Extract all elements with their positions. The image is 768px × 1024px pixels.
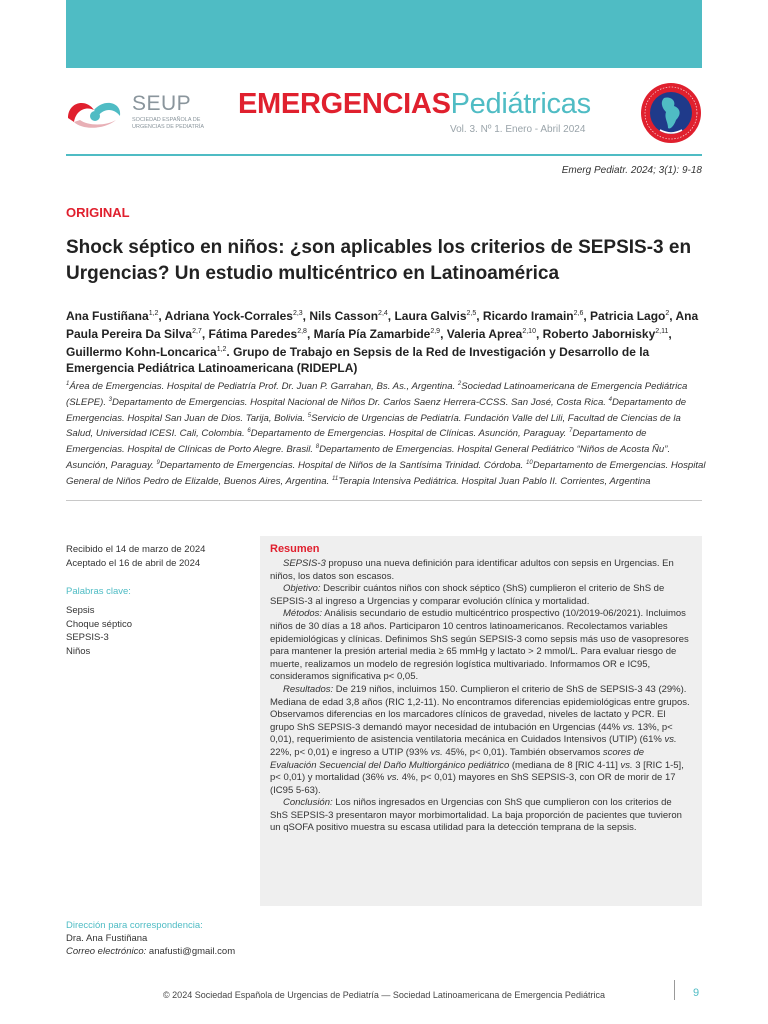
affiliation-sup: 6 <box>247 428 251 435</box>
author-sup: 2,4 <box>378 310 388 317</box>
section-divider <box>66 500 702 501</box>
page-number: 9 <box>693 987 700 999</box>
seup-logo <box>64 90 204 134</box>
author-sup: 2 <box>665 310 670 317</box>
author-sup: 2,7 <box>192 328 202 335</box>
author-sup: 1,2 <box>148 310 159 317</box>
affiliation-sup: 9 <box>156 459 160 466</box>
affiliation-sup: 10 <box>526 459 533 466</box>
affiliation: Terapia Intensiva Pediátrica. Hospital Juan Pablo II. Corrientes, Argentina <box>338 475 651 487</box>
page-number-divider <box>674 980 675 1000</box>
footer-copyright: © 2024 Sociedad Española de Urgencias de Pediatría — Sociedad Latinoamericana de Emergencia Pediátrica <box>163 990 605 1000</box>
affiliations <box>66 378 706 488</box>
keywords-label: Palabras clave: <box>66 586 131 597</box>
article-dates <box>66 543 205 571</box>
email-link[interactable]: anafusti@gmail.com <box>148 946 236 957</box>
keyword: SEPSIS-3 <box>66 632 109 643</box>
correspondence-name: Dra. Ana Fustiñana <box>66 933 148 944</box>
author-sup: 1,2 <box>216 346 227 353</box>
affiliation: Departamento de Emergencias. Hospital General Pediátrico “Niños de Acosta Ñu”. Asunción, Paraguay. <box>66 444 671 472</box>
affiliation: Departamento de Emergencias. Hospital General de Niños Pedro de Elizalde, Buenos Aires, Argentina. <box>66 460 706 487</box>
author: Fátima Paredes <box>208 327 298 341</box>
abstract-methods: Métodos: Análisis secundario de estudio multicéntrico prospectivo (10/2019-06/2021). Incluimos niños de 30 días a 18 años. Participaron 10 centros latinoamericanos. Recolectamos variables epidemiológicas y clínicas. Definimos ShS según SEPSIS-3 como sepsis más uso de vasopresores para mantener la presión arterial media ≥ 65 mmHg y lactato > 2 mmol/L. Para evaluar riesgo de muerte, realizamos un modelo de regresión logística multivariado. Informamos OR e IC95, consideramos significativa p< 0,05. <box>270 608 689 683</box>
affiliation: Departamento de Emergencias. Hospital de Clínicas. Asunción, Paraguay. <box>250 428 567 440</box>
keyword: Choque séptico <box>66 618 133 630</box>
affiliation: Departamento de Emergencias. Hospital de Clínicas de Porto Alegre. Brasil. <box>66 428 647 456</box>
header-divider <box>66 154 702 156</box>
author-sup: 2,3 <box>292 310 303 317</box>
author-sup: 2,6 <box>573 310 584 317</box>
accepted-date: Aceptado el 16 de abril de 2024 <box>66 558 201 569</box>
abstract-box <box>260 536 702 906</box>
affiliation-sup: 7 <box>569 428 573 435</box>
citation: Emerg Pediatr. 2024; 3(1): 9-18 <box>561 165 702 176</box>
author-sup: 2,8 <box>297 328 307 335</box>
author: María Pía Zamarbide <box>313 327 431 341</box>
slepe-logo <box>640 82 702 144</box>
author: Laura Galvis <box>394 309 467 323</box>
keyword: Niños <box>66 645 91 657</box>
correspondence-label: Dirección para correspondencia: <box>66 920 203 931</box>
affiliation: Área de Emergencias. Hospital de Pediatría Prof. Dr. Juan P. Garrahan, Bs. As., Argentina. <box>69 381 456 393</box>
author-sup: 2,9 <box>430 328 441 335</box>
section-label: ORIGINAL <box>66 205 130 220</box>
author-group: Grupo de Trabajo en Sepsis de la Red de Investigación y Desarrollo de la Emergencia Pediátrica Latinoamericana (RIDEPLA) <box>66 345 650 375</box>
author: Roberto Jaborнisky <box>542 327 656 341</box>
email-label: Correo electrónico: <box>66 946 147 957</box>
affiliation: Servicio de Urgencias de Pediatría. Fundación Valle del Lili, Facultad de Ciencias de la Salud, Universidad ICESI. Cali, Colombia. <box>66 412 681 440</box>
affiliation: Departamento de Emergencias. Hospital San Juan de Dios. Tarija, Bolivia. <box>66 396 687 424</box>
received-date: Recibido el 14 de marzo de 2024 <box>66 544 206 555</box>
journal-title-part1: EMERGENCIAS <box>238 88 451 120</box>
journal-volume: Vol. 3. Nº 1. Enero - Abril 2024 <box>450 124 586 135</box>
seup-name: SEUP <box>132 92 192 115</box>
author-sup: 2,5 <box>466 310 477 317</box>
slepe-seal-icon <box>640 82 702 144</box>
abstract-results: Resultados: De 219 niños, incluimos 150. Cumplieron el criterio de ShS de SEPSIS-3 43 (29%). Mediana de edad 3,8 años (RIC 1,2-11). No encontramos diferencias epidemiológicas entre grupos. Observamos diferencias en los marcadores clínicos de gravedad, niveles de lactato y PCR. El grupo ShS SEPSIS-3 demandó mayor necesidad de intubación en Urgencias (44% vs. 13%, p< 0,01), requerimiento de asistencia ventilatoria mecánica en Cuidados Intensivos (UTIP) (61% vs. 22%, p< 0,01) e ingreso a UTIP (93% vs. 45%, p< 0,01). También observamos scores de Evaluación Secuencial del Daño Multiorgánico pediátrico (mediana de 8 [RIC 4-11] vs. 3 [RIC 1-5], p< 0,01) y mortalidad (36% vs. 4%, p< 0,01) mayores en ShS SEPSIS-3, con OR de morir de 17 (IC95 5-63). <box>270 683 690 796</box>
author: Valeria Aprea <box>446 327 523 341</box>
author: Guillermo Kohn-Loncarica <box>66 345 217 359</box>
abstract-objective: Objetivo: Describir cuántos niños con shock séptico (ShS) cumplieron el criterio de ShS de SEPSIS-3 al ingreso a Urgencias y comparar evolución clínica y mortalidad. <box>270 583 665 607</box>
affiliation: Departamento de Emergencias. Hospital de Niños de la Santísima Trinidad. Córdoba. <box>159 460 524 472</box>
affiliation-sup: 5 <box>307 412 312 419</box>
journal-title-part2: Pediátricas <box>450 88 591 120</box>
authors: Ana Fustiñana$^{1,2}$, Adriana Yock-Corrales$^{2,3}$, Nils Casson$^{2,4}$, Laura Galvis$^{2,5}$, Ricardo Iramain$^{2,6}$, Patricia Lago$^2$, Ana Paula Pereira Da Silva$^{2,7}$, Fátima Paredes$^{2,8}$, María Pía Zamarbide$^{2,9}$, Valeria Aprea$^{2,10}$, Roberto Jaborнisky$^{2,11}$, Guillermo Kohn-Loncarica$^{1,2}$. Grupo de Trabajo en Sepsis de la Red de Investigación y Desarrollo de la Emergencia Pediátrica Latinoamericana (RIDEPLA) <box>66 309 699 375</box>
affiliation-sup: 11 <box>331 475 339 482</box>
affiliation-sup: 3 <box>108 396 113 403</box>
affiliation-sup: 2 <box>457 381 462 387</box>
author: Ana Fustiñana <box>66 309 149 323</box>
correspondence-email <box>66 946 235 957</box>
author: Ana Paula Pereira Da Silva <box>66 309 699 341</box>
keyword: Sepsis <box>66 605 95 616</box>
affiliation: Departamento de Emergencias. Hospital Nacional de Niños Dr. Carlos Saenz Herrera-CCSS. San José, Costa Rica. <box>112 396 606 408</box>
author: Ricardo Iramain <box>482 309 574 323</box>
abstract-intro: SEPSIS-3 propuso una nueva definición para identificar adultos con sepsis en Urgencias. En niños, los datos son escasos. <box>270 558 674 582</box>
author-sup: 2,10 <box>522 328 536 335</box>
affiliation: Sociedad Latinoamericana de Emergencia Pediátrica (SLEPE). <box>66 381 688 408</box>
author: Adriana Yock-Corrales <box>164 309 293 323</box>
keywords-list <box>66 604 132 658</box>
seup-logo-icon <box>64 92 126 132</box>
author-sup: 2,11 <box>655 328 669 335</box>
affiliation-sup: 4 <box>608 396 612 403</box>
header-band <box>66 0 702 68</box>
abstract-conclusion: Conclusión: Los niños ingresados en Urgencias con ShS que cumplieron con los criterios de ShS SEPSIS-3 presentaron mayor morbimortalidad. La baja proporción de pacientes que tuvieron un qSOFA positivo muestra su escasa utilidad para la detección temprana de la sepsis. <box>270 797 682 834</box>
journal-title <box>238 88 591 121</box>
seup-subtitle: SOCIEDAD ESPAÑOLA DE URGENCIAS DE PEDIATRÍA <box>132 117 205 130</box>
abstract-heading: Resumen <box>270 543 320 555</box>
author: Nils Casson <box>309 309 379 323</box>
article-title: Shock séptico en niños: ¿son aplicables los criterios de SEPSIS-3 en Urgencias? Un estudio multicéntrico en Latinoamérica <box>66 237 692 284</box>
affiliation-sup: 1 <box>66 381 70 387</box>
author: Patricia Lago <box>590 309 666 323</box>
affiliation-sup: 8 <box>315 444 320 451</box>
